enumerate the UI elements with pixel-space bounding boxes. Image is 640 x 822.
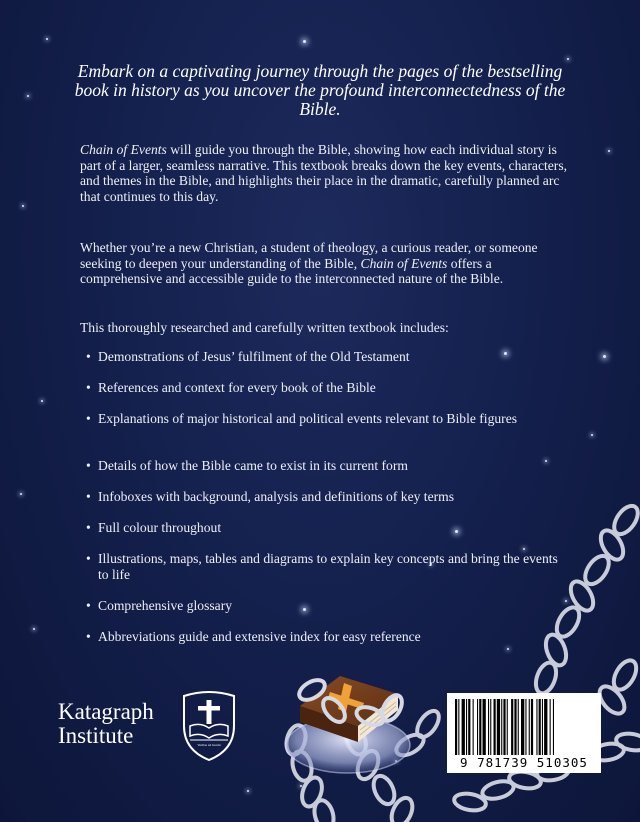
barcode-bar bbox=[550, 699, 551, 755]
publisher-name-line2: Institute bbox=[58, 723, 134, 748]
barcode-bar bbox=[536, 699, 537, 755]
barcode-bar bbox=[458, 699, 459, 755]
barcode-bar bbox=[507, 699, 508, 755]
intro-paragraph-text: will guide you through the Bible, showing how each individual story is part of a larger, seamless narrative. This textbook breaks down the key events, characters, and themes in the Bible, and highlights their place in the dramatic, carefully planned arc that continues to this day. bbox=[80, 142, 568, 204]
feature-item: • Illustrations, maps, tables and diagrams to explain key concepts and bring the events to life bbox=[86, 551, 568, 582]
audience-paragraph-rest: offers a comprehensive and accessible guide to the interconnected nature of the Bible. bbox=[80, 255, 504, 287]
barcode-bar bbox=[518, 699, 519, 755]
barcode-bar bbox=[477, 699, 478, 755]
barcode-bar bbox=[488, 699, 489, 755]
barcode-bar bbox=[462, 699, 465, 755]
barcode-bar bbox=[539, 699, 541, 755]
barcode-bar bbox=[503, 699, 505, 755]
feature-item: • References and context for every book of the Bible bbox=[86, 380, 568, 396]
barcode-bar bbox=[514, 699, 516, 755]
cross-icon bbox=[328, 683, 364, 712]
barcode-bar bbox=[511, 699, 513, 755]
barcode-bar bbox=[501, 699, 502, 755]
audience-paragraph-start: Whether you’re a new Christian, a student of theology, a curious reader, or someone seeking to deepen your understanding of the Bible, bbox=[80, 240, 538, 271]
feature-item: • Explanations of major historical and political events relevant to Bible figures bbox=[86, 411, 568, 427]
barcode-bar bbox=[479, 699, 481, 755]
publisher-name-line1: Katagraph bbox=[58, 699, 154, 724]
isbn-number: 9 781739 510305 bbox=[460, 755, 588, 770]
isbn-barcode bbox=[447, 693, 601, 773]
barcode-bar bbox=[455, 699, 457, 755]
feature-item: • Demonstrations of Jesus’ fulfilment of the Old Testament bbox=[86, 349, 568, 365]
publisher-logo bbox=[58, 690, 243, 762]
book-title-reference: Chain of Events bbox=[80, 142, 167, 157]
barcode-bar bbox=[468, 699, 470, 755]
barcode-bar bbox=[542, 699, 543, 755]
feature-item: • Abbreviations guide and extensive index for easy reference bbox=[86, 629, 568, 645]
barcode-bar bbox=[497, 699, 500, 755]
crest-motto: Veritas ad lucem bbox=[197, 743, 221, 747]
barcode-bar bbox=[494, 699, 496, 755]
audience-paragraph bbox=[80, 240, 570, 287]
feature-item: • Full colour throughout bbox=[86, 520, 568, 536]
publisher-name bbox=[58, 700, 154, 748]
feature-item: • Infoboxes with background, analysis and definitions of key terms bbox=[86, 489, 568, 505]
tagline: Embark on a captivating journey through the pages of the bestselling book in history as you uncover the profound interconnectedness of the Bible. bbox=[74, 61, 566, 119]
includes-heading: This thoroughly researched and carefully written textbook includes: bbox=[80, 320, 449, 335]
book-title-reference: Chain of Events bbox=[360, 255, 448, 271]
barcode-bar bbox=[529, 699, 530, 755]
barcode-bar bbox=[483, 699, 486, 755]
shield-crest-icon bbox=[178, 690, 240, 762]
feature-item: • Details of how the Bible came to exist in its current form bbox=[86, 458, 568, 474]
barcode-bar bbox=[473, 699, 474, 755]
barcode-bar bbox=[544, 699, 547, 755]
glowing-platform bbox=[286, 717, 410, 773]
barcode-bar bbox=[531, 699, 533, 755]
barcode-bar bbox=[521, 699, 524, 755]
book-icon bbox=[300, 676, 398, 742]
barcode-bar bbox=[490, 699, 491, 755]
intro-paragraph bbox=[80, 142, 570, 204]
barcode-bar bbox=[553, 699, 554, 755]
feature-item: • Comprehensive glossary bbox=[86, 598, 568, 614]
barcode-bar bbox=[525, 699, 526, 755]
barcode-bar bbox=[466, 699, 467, 755]
